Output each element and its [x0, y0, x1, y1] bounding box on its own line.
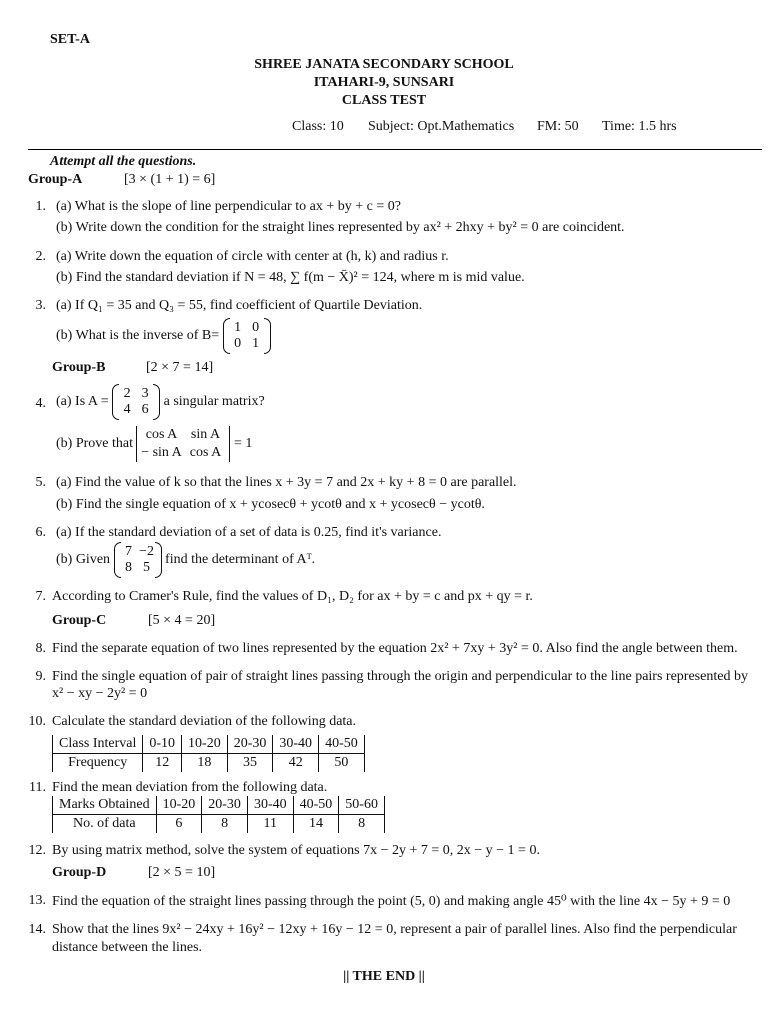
matrix-cell: 1 — [252, 336, 260, 351]
question-number: 11. — [29, 780, 46, 795]
header-divider — [28, 149, 762, 150]
subject-info: Subject: Opt.Mathematics — [368, 119, 515, 134]
question-text: (a) If Q₁ = 35 and Q₃ = 55, find coefficient of Quartile Deviation. — [56, 298, 423, 313]
question-number: 7. — [35, 589, 46, 604]
question-line — [56, 544, 315, 576]
question-number: 9. — [35, 669, 46, 684]
class-info: Class: 10 — [292, 119, 344, 134]
table-cell: 42 — [273, 754, 319, 773]
matrix-cell: 1 — [234, 320, 242, 335]
question-text: (b) Find the standard deviation if N = 48, ∑ f(m − X̄)² = 124, where m is mid value. — [56, 270, 525, 285]
full-marks: FM: 50 — [537, 119, 579, 134]
group-d-marks: [2 × 5 = 10] — [148, 865, 216, 880]
set-label: SET-A — [50, 32, 90, 47]
question-number: 1. — [35, 199, 46, 214]
question-line — [56, 320, 271, 352]
matrix-cell: 8 — [125, 560, 133, 575]
table-cell: 8 — [202, 815, 248, 834]
determinant — [136, 426, 230, 462]
group-d-label: Group-D — [52, 865, 107, 880]
matrix-cell: 3 — [141, 386, 149, 401]
question-text: (b) What is the inverse of B= — [56, 328, 220, 344]
table-cell: 8 — [339, 815, 385, 834]
end-marker: || THE END || — [343, 969, 425, 984]
table-cell: Marks Obtained — [53, 796, 157, 815]
matrix-cell: −2 — [139, 544, 154, 559]
question-text: x² − xy − 2y² = 0 — [52, 686, 148, 701]
table-cell: 30-40 — [273, 735, 319, 754]
table-cell: 14 — [293, 815, 339, 834]
question-text: = 1 — [233, 436, 253, 452]
table-cell: 18 — [182, 754, 228, 773]
question-number: 8. — [35, 641, 46, 656]
question-line — [56, 426, 252, 462]
table-cell: 50 — [319, 754, 365, 773]
question-text: (a) Is A = — [56, 394, 109, 410]
group-c-marks: [5 × 4 = 20] — [148, 613, 216, 628]
instruction: Attempt all the questions. — [50, 154, 197, 169]
question-number: 3. — [35, 298, 46, 313]
table-cell: 50-60 — [339, 796, 385, 815]
question-text: (b) Prove that — [56, 436, 133, 452]
table-cell: 10-20 — [182, 735, 228, 754]
question-text: (a) What is the slope of line perpendicular to ax + by + c = 0? — [56, 199, 401, 214]
table-cell: 20-30 — [227, 735, 273, 754]
table-cell: 0-10 — [143, 735, 182, 754]
question-text: (a) Find the value of k so that the lines x + 3y = 7 and 2x + ky + 8 = 0 are parallel. — [56, 475, 517, 490]
group-b-label: Group-B — [52, 360, 106, 375]
group-b-marks: [2 × 7 = 14] — [146, 360, 214, 375]
question-text: find the determinant of Aᵀ. — [165, 552, 316, 568]
question-number: 2. — [35, 249, 46, 264]
matrix-given — [114, 544, 162, 576]
table-cell: 30-40 — [247, 796, 293, 815]
table-cell: 12 — [143, 754, 182, 773]
question-text: According to Cramer's Rule, find the values of D₁, D₂ for ax + by = c and px + qy = r. — [52, 589, 533, 604]
table-cell: 6 — [156, 815, 202, 834]
table-cell: No. of data — [53, 815, 157, 834]
matrix-cell: 2 — [123, 386, 131, 401]
det-cell: sin A — [190, 427, 221, 442]
school-address: ITAHARI-9, SUNSARI — [313, 75, 455, 90]
group-a-label: Group-A — [28, 172, 83, 187]
question-line — [56, 386, 265, 418]
question-number: 5. — [35, 475, 46, 490]
question-text: (b) Write down the condition for the straight lines represented by ax² + 2hxy + by² = 0 are coincident. — [56, 220, 625, 235]
matrix-cell: 6 — [141, 402, 149, 417]
question-text: (b) Find the single equation of x + ycosecθ + ycotθ and x + ycosecθ − ycotθ. — [56, 497, 485, 512]
matrix-cell: 7 — [125, 544, 133, 559]
det-cell: − sin A — [141, 445, 182, 460]
question-text: Find the mean deviation from the following data. — [52, 780, 328, 795]
question-text: By using matrix method, solve the system of equations 7x − 2y + 7 = 0, 2x − y − 1 = 0. — [52, 843, 540, 858]
matrix-cell: 5 — [143, 560, 151, 575]
question-text: Calculate the standard deviation of the following data. — [52, 714, 357, 729]
matrix-cell: 0 — [234, 336, 242, 351]
table-cell: 35 — [227, 754, 273, 773]
det-cell: cos A — [145, 427, 178, 442]
question-text: Find the separate equation of two lines represented by the equation 2x² + 7xy + 3y² = 0. Also find the angle between them. — [52, 641, 738, 656]
question-text: Find the equation of the straight lines passing through the point (5, 0) and making angle 45⁰ with the line 4x − 5y + 9 = 0 — [52, 894, 731, 909]
question-number: 10. — [28, 714, 46, 729]
group-c-label: Group-C — [52, 613, 107, 628]
question-number: 14. — [28, 922, 46, 937]
question-number: 12. — [28, 843, 46, 858]
table-cell: 40-50 — [293, 796, 339, 815]
data-table-sd — [52, 735, 365, 772]
matrix-a — [112, 386, 160, 418]
matrix-cell: 4 — [123, 402, 131, 417]
question-number: 4. — [35, 396, 46, 411]
matrix-cell: 0 — [252, 320, 260, 335]
question-text: (a) Write down the equation of circle with center at (h, k) and radius r. — [56, 249, 449, 264]
group-a-marks: [3 × (1 + 1) = 6] — [124, 172, 216, 187]
question-number: 13. — [28, 893, 46, 908]
school-name: SHREE JANATA SECONDARY SCHOOL — [254, 57, 514, 72]
data-table-md — [52, 796, 385, 833]
question-text: distance between the lines. — [52, 940, 203, 955]
time-info: Time: 1.5 hrs — [602, 119, 677, 134]
test-title: CLASS TEST — [341, 93, 427, 108]
question-text: Find the single equation of pair of straight lines passing through the origin and perpendicular to the line pairs represented by — [52, 669, 748, 684]
table-cell: 40-50 — [319, 735, 365, 754]
question-text: (a) If the standard deviation of a set of data is 0.25, find it's variance. — [56, 525, 442, 540]
matrix-b — [223, 320, 271, 352]
table-cell: Frequency — [53, 754, 143, 773]
det-cell: cos A — [189, 445, 222, 460]
table-cell: Class Interval — [53, 735, 143, 754]
table-cell: 11 — [247, 815, 293, 834]
question-text: (b) Given — [56, 552, 111, 568]
question-text: a singular matrix? — [163, 394, 265, 410]
table-cell: 10-20 — [156, 796, 202, 815]
table-cell: 20-30 — [202, 796, 248, 815]
question-number: 6. — [35, 525, 46, 540]
question-text: Show that the lines 9x² − 24xy + 16y² − 12xy + 16y − 12 = 0, represent a pair of parallel lines. Also find the perpendicular — [52, 922, 737, 937]
